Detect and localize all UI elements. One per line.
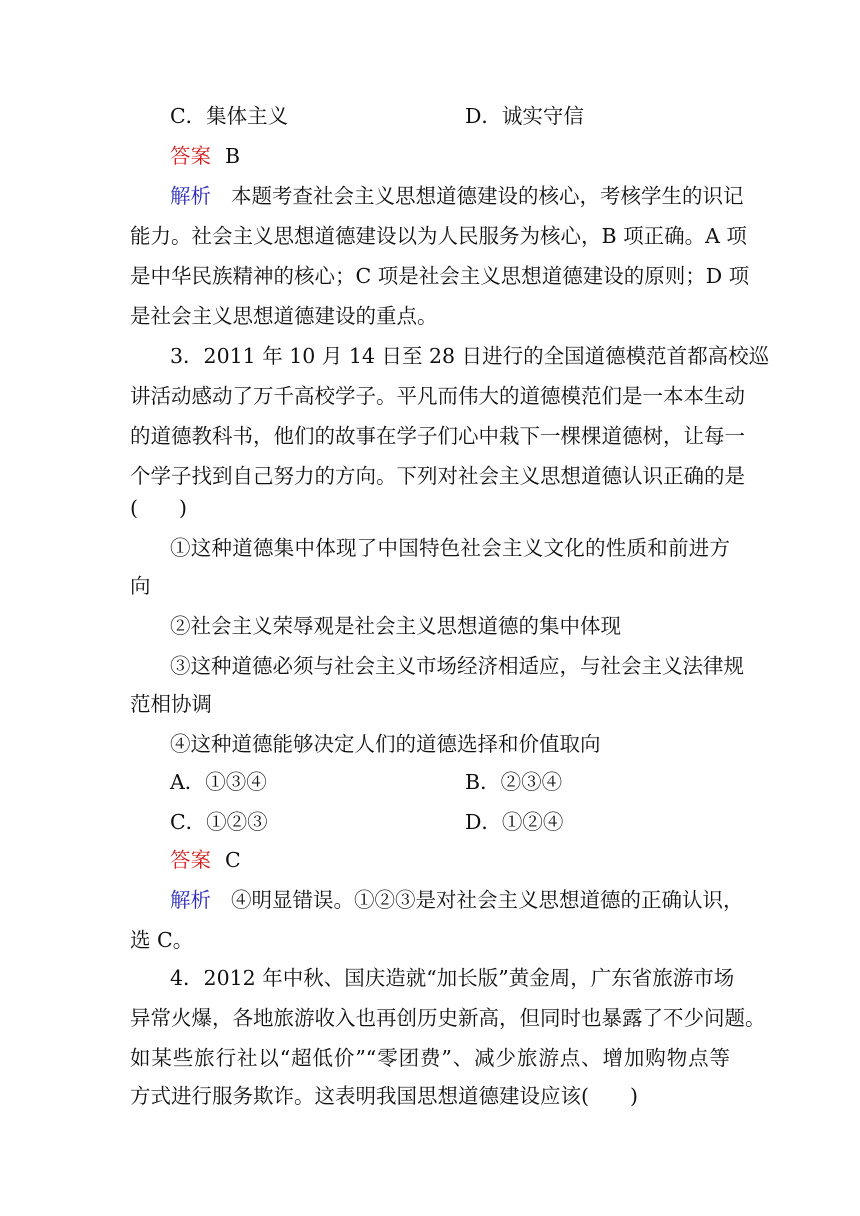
q2-answer xyxy=(170,142,730,170)
q3-answer xyxy=(170,846,730,874)
q4-stem-line: 4．2012 年中秋、国庆造就“加长版”黄金周，广东省旅游市场 xyxy=(170,966,735,990)
q3-stem-line: 个学子找到自己努力的方向。下列对社会主义思想道德认识正确的是 xyxy=(130,464,745,488)
q2-option-d: D．诚实守信 xyxy=(465,104,584,128)
q3-item: ④这种道德能够决定人们的道德选择和价值取向 xyxy=(170,732,601,756)
q3-analysis-line: 解析 ④明显错误。①②③是对社会主义思想道德的正确认识， xyxy=(170,888,744,912)
q2-analysis-line: 是中华民族精神的核心；C 项是社会主义思想道德建设的原则；D 项 xyxy=(130,264,750,288)
q3-item: 向 xyxy=(130,574,151,598)
q3-option-b: B．②③④ xyxy=(465,770,563,794)
q3-option-c: C．①②③ xyxy=(170,810,268,834)
q3-option-a: A．①③④ xyxy=(170,770,267,794)
analysis-label: 解析 xyxy=(170,888,211,912)
q2-analysis-line: 能力。社会主义思想道德建设以为人民服务为核心，B 项正确。A 项 xyxy=(130,224,747,248)
q3-stem-line: 3．2011 年 10 月 14 日至 28 日进行的全国道德模范首都高校巡 xyxy=(170,344,770,368)
answer-label: 答案 xyxy=(170,144,211,168)
analysis-label: 解析 xyxy=(170,184,211,208)
answer-value: C xyxy=(225,848,241,872)
q3-answer-blank: ( ) xyxy=(130,496,187,520)
q4-stem-line: 方式进行服务欺诈。这表明我国思想道德建设应该( ) xyxy=(130,1084,638,1108)
q3-item: ①这种道德集中体现了中国特色社会主义文化的性质和前进方 xyxy=(170,536,730,560)
q3-options-cd xyxy=(170,808,730,836)
q3-item: ②社会主义荣辱观是社会主义思想道德的集中体现 xyxy=(170,614,621,638)
q3-options-ab xyxy=(170,768,730,796)
q3-item: 范相协调 xyxy=(130,692,212,716)
q4-stem-line: 异常火爆，各地旅游收入也再创历史新高，但同时也暴露了不少问题。 xyxy=(130,1006,766,1030)
q2-option-c: C．集体主义 xyxy=(170,104,289,128)
q3-option-d: D．①②④ xyxy=(465,810,564,834)
q3-stem-line: 讲活动感动了万千高校学子。平凡而伟大的道德模范们是一本本生动 xyxy=(130,384,745,408)
q3-stem-line: 的道德教科书，他们的故事在学子们心中栽下一棵棵道德树，让每一 xyxy=(130,424,745,448)
q2-options-cd xyxy=(170,102,730,130)
q2-analysis-line: 解析 本题考查社会主义思想道德建设的核心，考核学生的识记 xyxy=(170,184,744,208)
q4-stem-line: 如某些旅行社以“超低价”“零团费”、减少旅游点、增加购物点等 xyxy=(130,1046,730,1070)
answer-label: 答案 xyxy=(170,848,211,872)
answer-value: B xyxy=(225,144,241,168)
q3-item: ③这种道德必须与社会主义市场经济相适应，与社会主义法律规 xyxy=(170,654,744,678)
q2-analysis-line: 是社会主义思想道德建设的重点。 xyxy=(130,304,438,328)
q3-analysis-line: 选 C。 xyxy=(130,928,194,952)
